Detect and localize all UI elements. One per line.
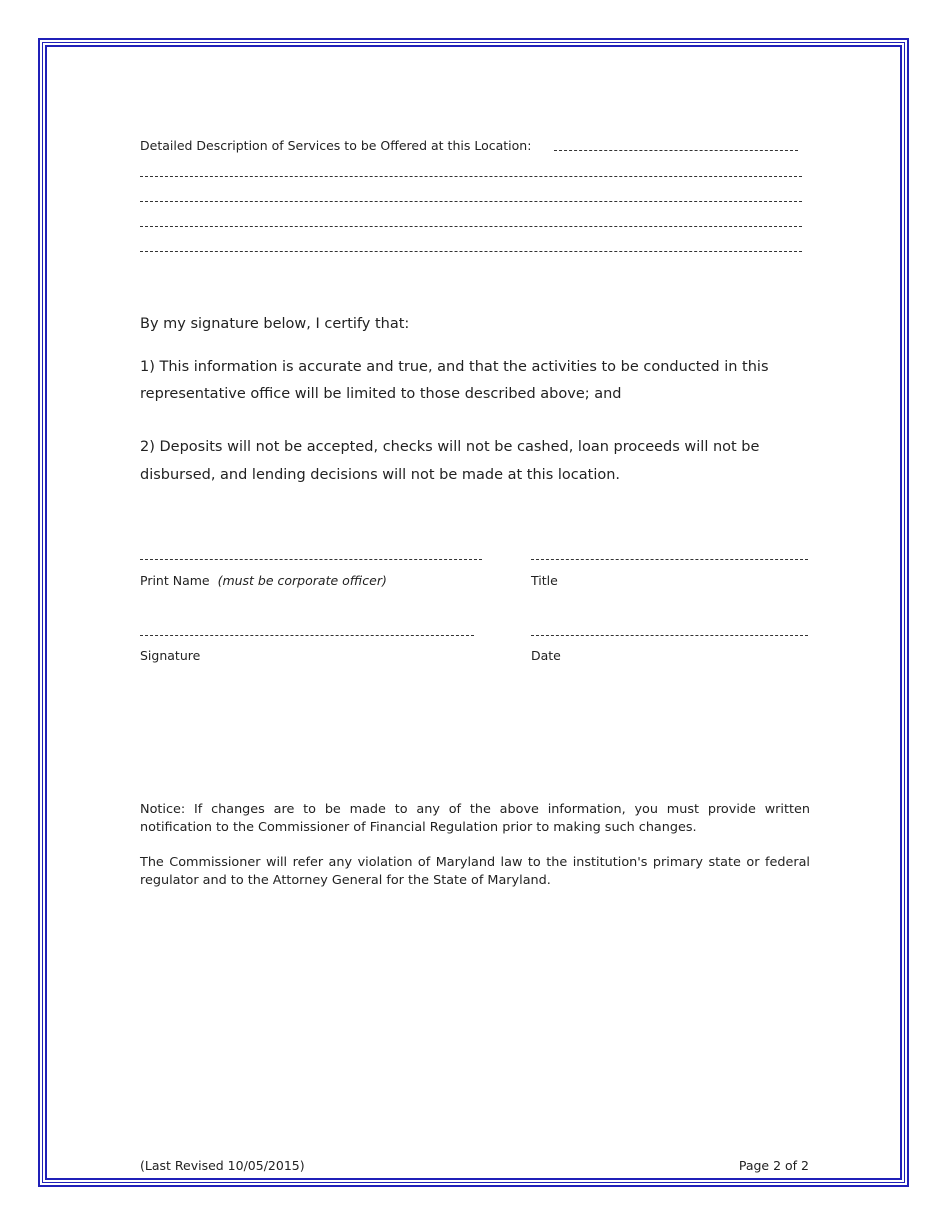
title-field[interactable] xyxy=(531,559,808,560)
certification-item-1-cont: representative office will be limited to those described above; and xyxy=(140,386,622,402)
notice-paragraph: Notice: If changes are to be made to any of the above information, you must provide written notification to the Commissioner of Financial Regulation prior to making such changes. xyxy=(140,802,810,835)
certification-intro: By my signature below, I certify that: xyxy=(140,316,410,332)
print-name-field[interactable] xyxy=(140,559,482,560)
description-field-line[interactable] xyxy=(140,251,802,252)
date-field[interactable] xyxy=(531,635,808,636)
last-revised: (Last Revised 10/05/2015) xyxy=(140,1158,305,1173)
signature-label: Signature xyxy=(140,648,201,663)
page-border-inner xyxy=(45,45,902,1180)
description-field-inline[interactable] xyxy=(554,150,798,151)
commissioner-paragraph: The Commissioner will refer any violation of Maryland law to the institution's primary state or federal regulator and to the Attorney General for the State of Maryland. xyxy=(140,855,810,888)
certification-item-2: 2) Deposits will not be accepted, checks will not be cashed, loan proceeds will not be xyxy=(140,439,760,455)
signature-field[interactable] xyxy=(140,635,474,636)
description-field-line[interactable] xyxy=(140,226,802,227)
description-label: Detailed Description of Services to be Offered at this Location: xyxy=(140,138,532,153)
print-name-note: (must be corporate officer) xyxy=(217,573,387,588)
description-field-line[interactable] xyxy=(140,176,802,177)
description-field-line[interactable] xyxy=(140,201,802,202)
certification-item-1: 1) This information is accurate and true, and that the activities to be conducted in this xyxy=(140,359,769,375)
page-number: Page 2 of 2 xyxy=(738,1158,809,1173)
date-label: Date xyxy=(531,648,561,663)
certification-item-2-cont: disbursed, and lending decisions will not be made at this location. xyxy=(140,467,621,483)
print-name-label: Print Name (must be corporate officer) xyxy=(140,573,387,588)
title-label: Title xyxy=(531,573,558,588)
